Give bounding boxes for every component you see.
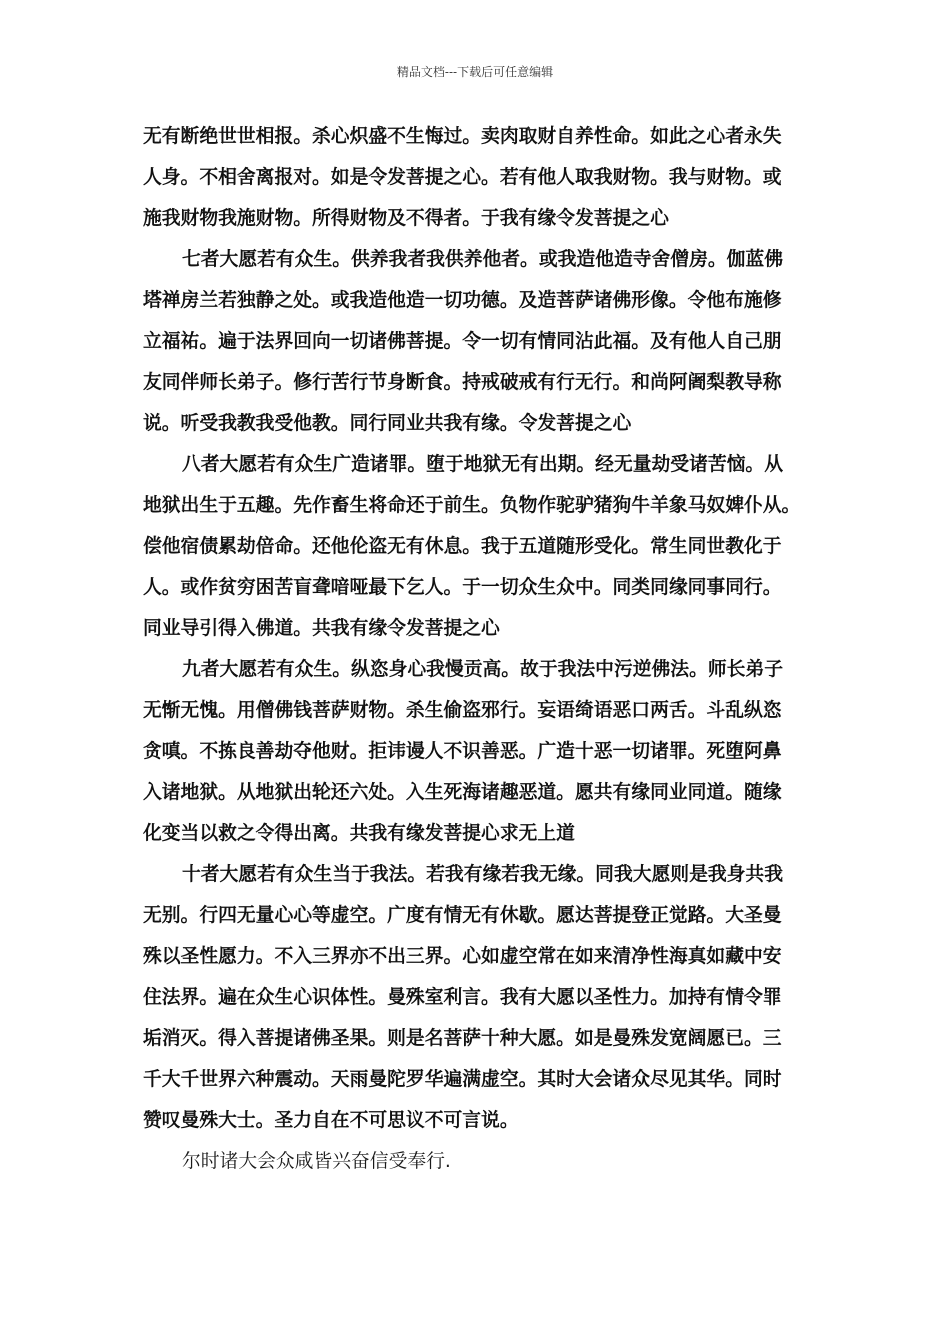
text-line: 殊以圣性愿力。不入三界亦不出三界。心如虚空常在如来清净性海真如藏中安 bbox=[143, 946, 782, 967]
text-line: 无别。行四无量心心等虚空。广度有情无有休歇。愿达菩提登正觉路。大圣曼 bbox=[143, 905, 782, 926]
closing-line: 尔时诸大会众咸皆兴奋信受奉行. bbox=[182, 1151, 451, 1172]
page-header: 精品文档---下载后可任意编辑 bbox=[396, 65, 554, 79]
paragraph-start-line: 八者大愿若有众生广造诸罪。堕于地狱无有出期。经无量劫受诸苦恼。从 bbox=[182, 454, 783, 475]
document-body bbox=[143, 123, 823, 1189]
text-line: 立福祐。遍于法界回向一切诸佛菩提。令一切有情同沾此福。及有他人自己朋 bbox=[143, 331, 782, 352]
text-line: 同业导引得入佛道。共我有缘令发菩提之心 bbox=[143, 618, 500, 639]
text-line: 贪嗔。不拣良善劫夺他财。拒讳谩人不识善恶。广造十恶一切诸罪。死堕阿鼻 bbox=[143, 741, 782, 762]
paragraph-start-line: 七者大愿若有众生。供养我者我供养他者。或我造他造寺舍僧房。伽蓝佛 bbox=[182, 249, 783, 270]
text-line: 住法界。遍在众生心识体性。曼殊室利言。我有大愿以圣性力。加持有情令罪 bbox=[143, 987, 782, 1008]
text-line: 无惭无愧。用僧佛钱菩萨财物。杀生偷盗邪行。妄语绮语恶口两舌。斗乱纵恣 bbox=[143, 700, 782, 721]
text-line: 施我财物我施财物。所得财物及不得者。于我有缘令发菩提之心 bbox=[143, 208, 669, 229]
text-line: 友同伴师长弟子。修行苦行节身断食。持戒破戒有行无行。和尚阿阇梨教导称 bbox=[143, 372, 782, 393]
text-line: 千大千世界六种震动。天雨曼陀罗华遍满虚空。其时大会诸众尽见其华。同时 bbox=[143, 1069, 782, 1090]
paragraph-start-line: 九者大愿若有众生。纵恣身心我慢贡高。故于我法中污逆佛法。师长弟子 bbox=[182, 659, 783, 680]
text-line: 地狱出生于五趣。先作畜生将命还于前生。负物作驼驴猪狗牛羊象马奴婢仆从。 bbox=[143, 495, 801, 516]
text-line: 人身。不相舍离报对。如是令发菩提之心。若有他人取我财物。我与财物。或 bbox=[143, 167, 782, 188]
text-line: 赞叹曼殊大士。圣力自在不可思议不可言说。 bbox=[143, 1110, 519, 1131]
text-line: 人。或作贫穷困苦盲聋喑哑最下乞人。于一切众生众中。同类同缘同事同行。 bbox=[143, 577, 782, 598]
text-line: 无有断绝世世相报。杀心炽盛不生悔过。卖肉取财自养性命。如此之心者永失 bbox=[143, 126, 782, 147]
text-line: 化变当以救之令得出离。共我有缘发菩提心求无上道 bbox=[143, 823, 575, 844]
text-line: 偿他宿债累劫倍命。还他伦盗无有休息。我于五道随形受化。常生同世教化于 bbox=[143, 536, 782, 557]
text-line: 入诸地狱。从地狱出轮还六处。入生死海诸趣恶道。愿共有缘同业同道。随缘 bbox=[143, 782, 782, 803]
paragraph-start-line: 十者大愿若有众生当于我法。若我有缘若我无缘。同我大愿则是我身共我 bbox=[182, 864, 783, 885]
text-line: 垢消灭。得入菩提诸佛圣果。则是名菩萨十种大愿。如是曼殊发宽阔愿已。三 bbox=[143, 1028, 782, 1049]
text-line: 塔禅房兰若独静之处。或我造他造一切功德。及造菩萨诸佛形像。令他布施修 bbox=[143, 290, 782, 311]
text-line: 说。听受我教我受他教。同行同业共我有缘。令发菩提之心 bbox=[143, 413, 632, 434]
